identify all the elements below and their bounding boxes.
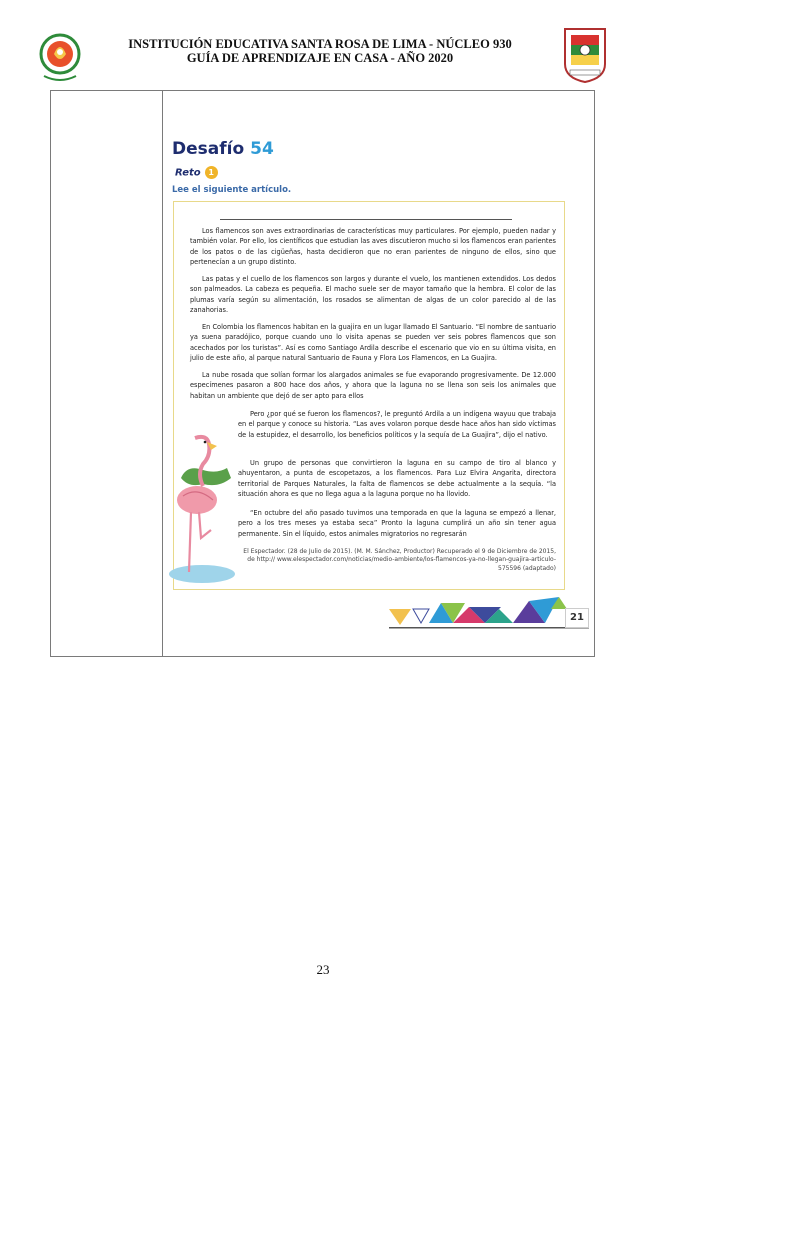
flamingo-illustration	[167, 434, 237, 586]
document-header	[0, 0, 787, 90]
reto-text: Reto	[175, 167, 201, 179]
article-paragraph: Un grupo de personas que convirtieron la laguna en su campo de tiro al blanco y ahuyentaron, a punta de escopetazos, a los flamencos. Para Luz Elvira Angarita, directora territorial de Parques Naturales, la falta de flamencos se debe actualmente a la sequía. “la situación ahora es que no llega agua a la laguna porque no ha llovido.	[238, 459, 556, 499]
article-paragraph: Las patas y el cuello de los flamencos son largos y durante el vuelo, los mantienen extendidos. Los dedos son palmeados. La cabeza es pequeña. El macho suele ser de mayor tamaño que la hembra. El color de las plumas varía según su alimentación, los rosados se alimentan de algas de un color parecido al de las zanahorias.	[190, 275, 556, 315]
article-paragraph: En Colombia los flamencos habitan en la guajira en un lugar llamado El Santuario. “El nombre de santuario ya suena paradójico, porque cuando uno lo visita apenas se pueden ver seis pobres flamencos que son acechados por los turistas”. Así es como Santiago Ardila describe el escenario que vio en su última visita, en julio de este año, al parque natural Santuario de Fauna y Flora Los Flamencos, en La Guajira.	[190, 323, 557, 363]
textbook-page	[165, 95, 593, 653]
coat-of-arms-icon	[562, 26, 608, 84]
book-page-number: 21	[565, 608, 589, 628]
reading-instruction: Lee el siguiente artículo.	[172, 185, 292, 195]
challenge-label: Desafío	[172, 139, 245, 159]
article-paragraph: Los flamencos son aves extraordinarias de características muy particulares. Por ejemplo, pueden nadar y también volar. Por ello, los científicos que estudian las aves discutieron mucho si los flamencos eran parientes de los patos o de las cigüeñas, hasta decidieron que no eran parientes de ninguno de ellos, sino que pertenecían a un grupo distinto.	[190, 227, 556, 267]
article-citation: El Espectador. (28 de Julio de 2015). (M. M. Sánchez, Productor) Recuperado el 9 de Diciembre de 2015, de http:// www.elespectador.com/noticias/medio-ambiente/los-flamencos-ya-no-llegan-guajira-articulo-575596 (adaptado)	[243, 548, 556, 572]
table-column-divider	[162, 90, 163, 657]
challenge-heading	[172, 139, 274, 159]
reto-number-badge: 1	[205, 166, 218, 179]
decorative-triangles	[389, 595, 589, 635]
article-title-rule	[220, 219, 512, 220]
guide-title: GUÍA DE APRENDIZAJE EN CASA - AÑO 2020	[186, 51, 454, 65]
institution-name: INSTITUCIÓN EDUCATIVA SANTA ROSA DE LIMA - NÚCLEO 930	[128, 37, 512, 51]
article-paragraph: Pero ¿por qué se fueron los flamencos?, le preguntó Ardila a un indígena wayuu que trabaja en el parque y conoce su historia. “Las aves volaron porque desde hace años han sido víctimas de la estupidez, el desarrollo, los beneficios políticos y la sequía de La Guajira”, dijo el nativo.	[238, 410, 556, 439]
school-logo-icon	[38, 30, 82, 84]
challenge-number: 54	[250, 139, 274, 159]
article-paragraph: La nube rosada que solían formar los alargados animales se fue evaporando progresivamente. De 12.000 especímenes pasaron a 800 hace dos años, y ahora que la laguna no se llena son seis los animales que habitan un ambiente que dejó de ser apto para ellos	[190, 371, 556, 400]
page-number: 23	[316, 962, 330, 977]
article-paragraph: “En octubre del año pasado tuvimos una temporada en que la laguna se empezó a llenar, pero a los tres meses ya estaba seca” Pronto la laguna cumplirá un año sin tener agua permanente. Sin el líquido, estos animales migratorios no regresarán	[238, 509, 556, 538]
article-box	[173, 201, 565, 590]
reto-label	[175, 166, 218, 179]
institution-title	[90, 37, 550, 65]
